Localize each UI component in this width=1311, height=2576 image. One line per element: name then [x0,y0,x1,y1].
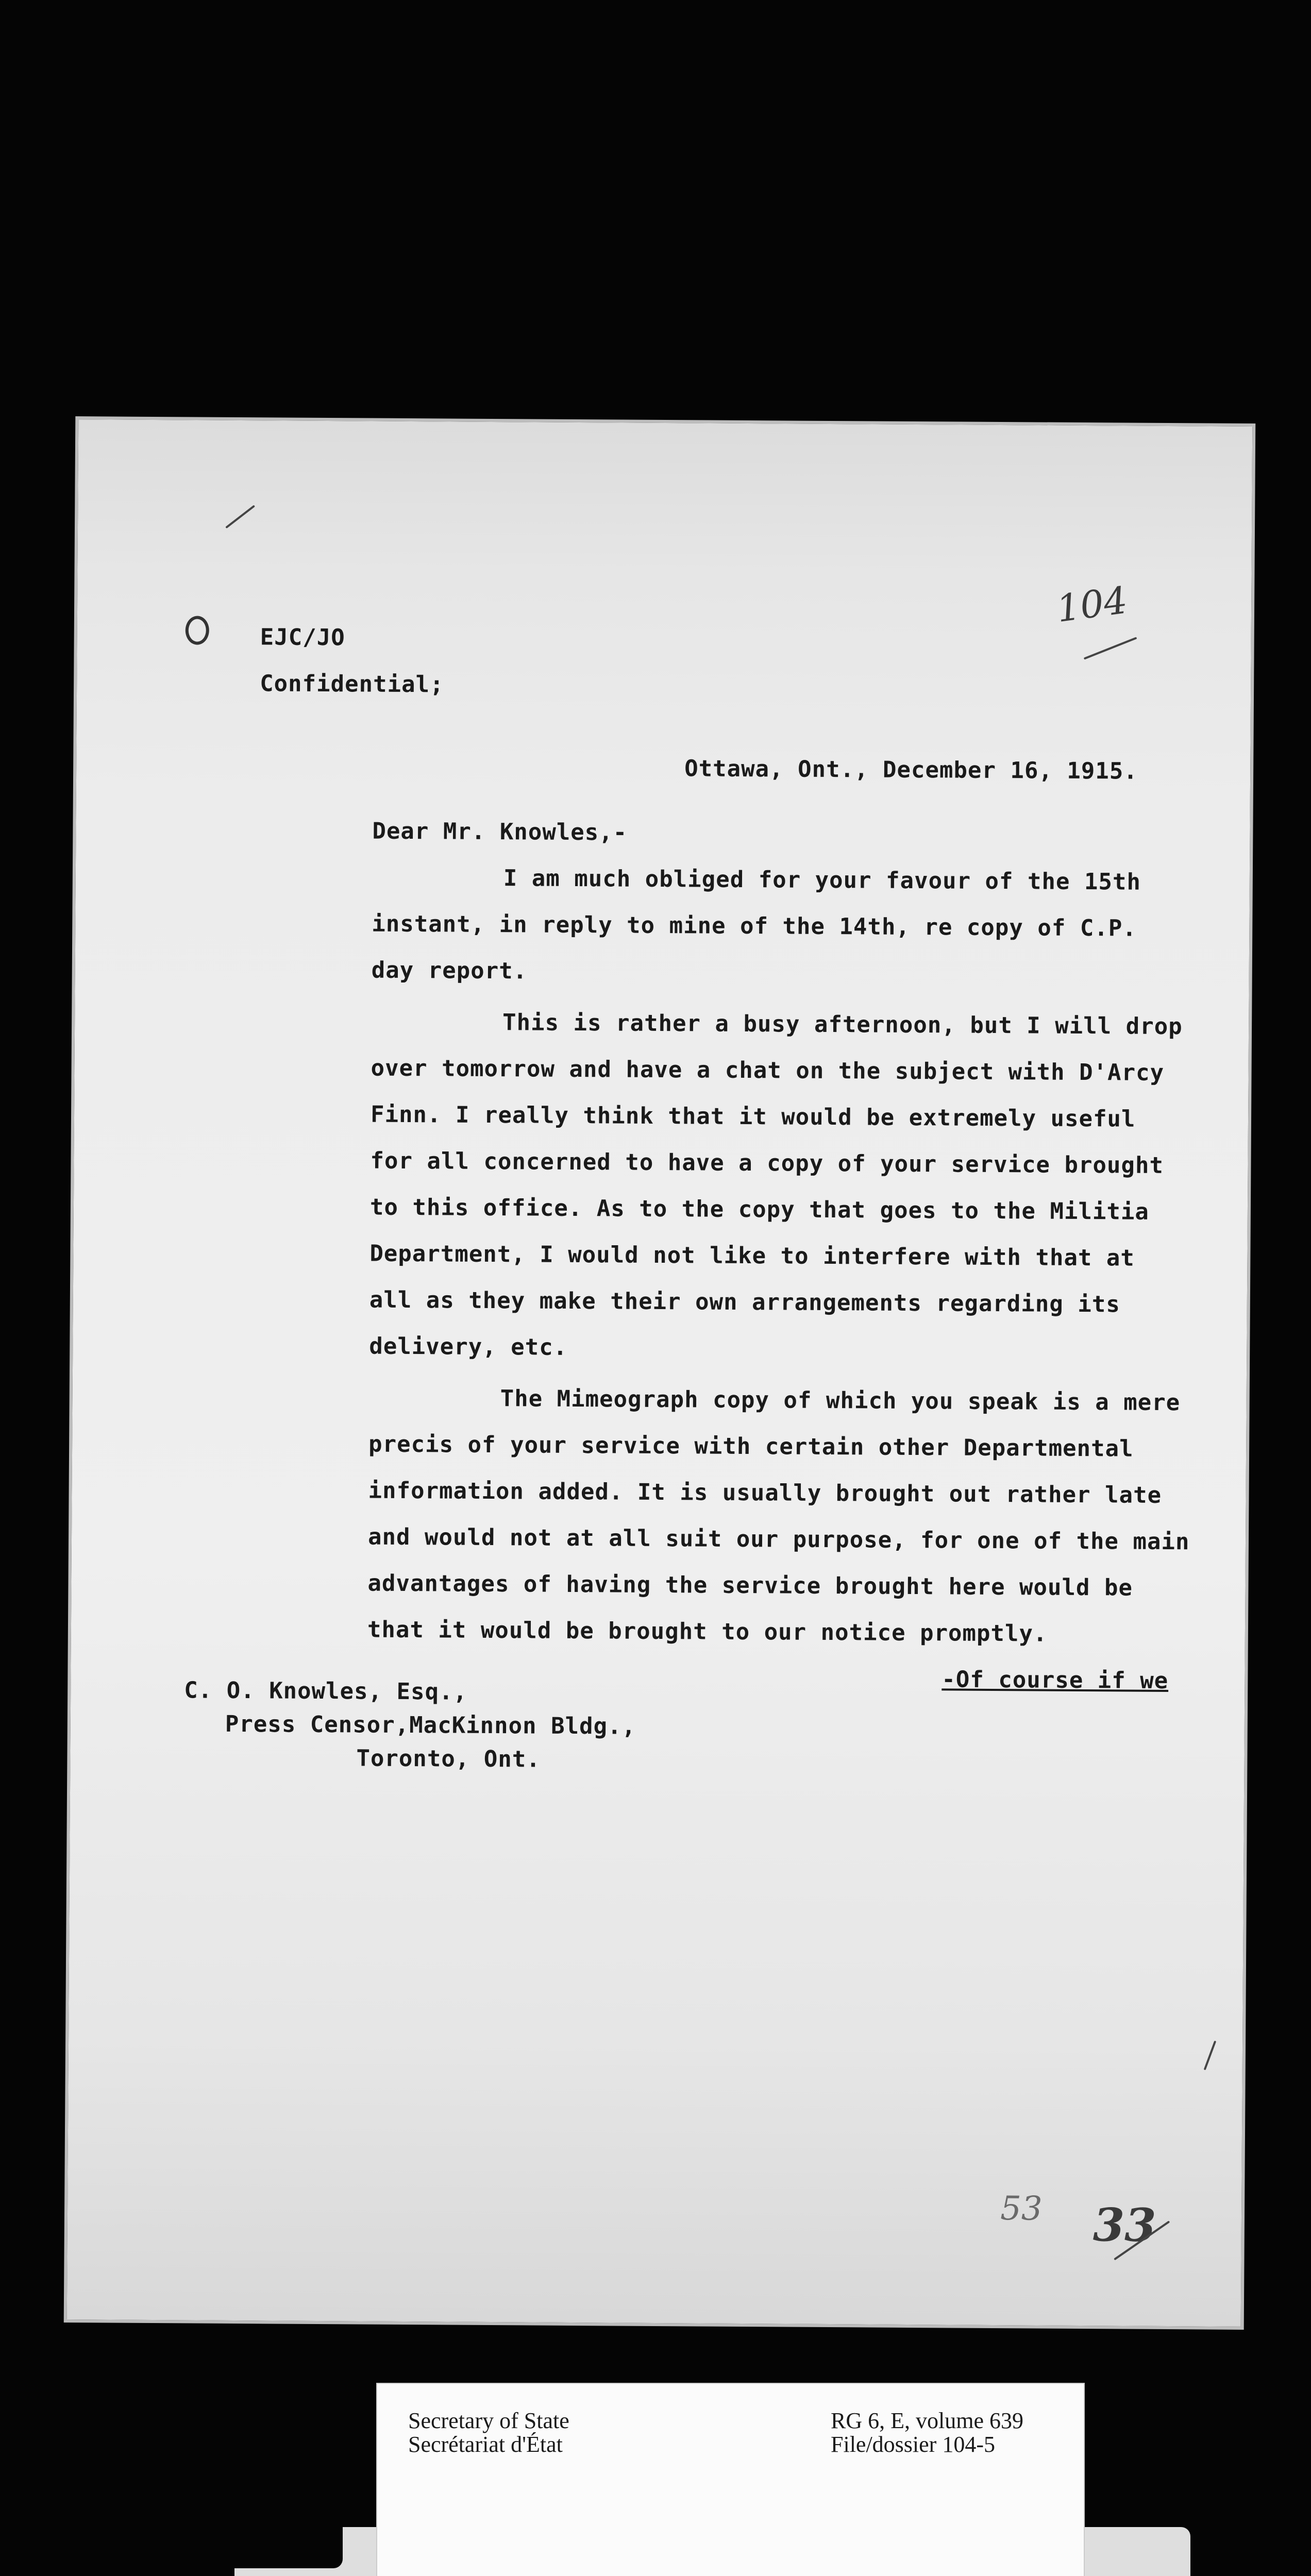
margin-mark [1204,2041,1217,2071]
scratch-mark [225,505,255,529]
archive-label-card [376,2383,1085,2576]
body-line: Department, I would not like to interfere with that at [369,1240,1135,1272]
confidential-marking: Confidential; [260,670,444,698]
body-line: precis of your service with certain other Departmental [368,1431,1134,1462]
body-line: information added. It is usually brought out rather late [368,1477,1162,1509]
continuation-catchword: -Of course if we [942,1666,1169,1694]
body-line: to this office. As to the copy that goes to the Militia [369,1194,1150,1225]
banner-notch-left [234,2527,343,2568]
addressee-title: Press Censor,MacKinnon Bldg., [225,1710,636,1740]
body-line: all as they make their own arrangements regarding its [369,1286,1120,1318]
body-line: I am much obliged for your favour of the 15th [503,865,1141,895]
body-line: over tomorrow and have a chat on the subject with D'Arcy [371,1055,1165,1086]
place-and-date: Ottawa, Ont., December 16, 1915. [684,755,1138,785]
department-french: Secrétariat d'État [408,2432,563,2457]
body-line: that it would be brought to our notice promptly. [367,1616,1048,1647]
handwritten-folio-a: 53 [1000,2190,1043,2228]
body-line: This is rather a busy afternoon, but I will drop [502,1009,1183,1040]
handwritten-folio-b: 33 [1092,2198,1156,2252]
record-group: RG 6, E, volume 639 [831,2408,1023,2433]
addressee-name: C. O. Knowles, Esq., [184,1677,468,1705]
salutation: Dear Mr. Knowles,- [372,818,628,846]
letter-page [64,416,1256,2330]
department-english: Secretary of State [408,2408,569,2433]
punch-mark [186,616,209,645]
body-line: day report. [371,957,528,985]
body-line: Finn. I really think that it would be extremely useful [370,1101,1136,1132]
handwritten-file-underline [1084,637,1137,659]
body-line: delivery, etc. [369,1333,568,1361]
body-line: for all concerned to have a copy of your service brought [370,1147,1164,1179]
file-number: File/dossier 104-5 [831,2432,995,2457]
body-line: and would not at all suit our purpose, for one of the main [367,1523,1190,1555]
addressee-city: Toronto, Ont. [356,1745,541,1773]
body-line: advantages of having the service brought here would be [367,1570,1133,1601]
body-line: instant, in reply to mine of the 14th, re copy of C.P. [372,910,1137,942]
reference-initials: EJC/JO [260,624,345,651]
handwritten-file-number: 104 [1054,578,1130,631]
body-line: The Mimeograph copy of which you speak is a mere [500,1385,1181,1416]
